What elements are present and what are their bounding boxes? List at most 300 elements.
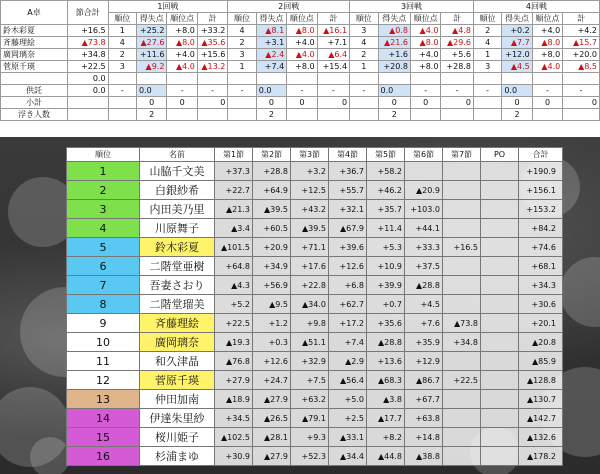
standings-header-2: 名前	[140, 148, 215, 162]
grand-total: ▲128.8	[519, 371, 563, 390]
section-score-5: +0.7	[367, 295, 405, 314]
grand-total: +68.1	[519, 257, 563, 276]
kyotaku-total: 0.0	[67, 85, 108, 97]
player-name-cell: 吾妻さおり	[140, 276, 215, 295]
float-blank	[287, 109, 317, 121]
section-score-1: +30.9	[215, 447, 253, 466]
standings-row	[67, 447, 563, 466]
standings-table	[66, 147, 563, 466]
round-rank-points: +8.0	[167, 25, 197, 37]
section-score-1: +5.2	[215, 295, 253, 314]
round-score: +11.6	[136, 49, 166, 61]
kyotaku-score: 0.0	[378, 85, 410, 97]
section-score-4: +17.2	[329, 314, 367, 333]
float-blank	[228, 109, 256, 121]
subtotal-row	[1, 97, 600, 109]
section-score-2: +34.9	[253, 257, 291, 276]
round-sum: ▲16.1	[317, 25, 350, 37]
section-score-6: +14.8	[405, 428, 443, 447]
section-score-5: +13.6	[367, 352, 405, 371]
kyotaku-sum: -	[563, 85, 600, 97]
standings-row	[67, 371, 563, 390]
player-total: +34.8	[67, 49, 108, 61]
standings-header-5: 第3節	[291, 148, 329, 162]
section-score-4: ▲33.1	[329, 428, 367, 447]
player-total: +16.5	[67, 25, 108, 37]
section-score-6	[405, 162, 443, 181]
float-row	[1, 109, 600, 121]
section-score-3: +3.2	[291, 162, 329, 181]
results-board	[0, 137, 600, 474]
section-score-7: +34.8	[443, 333, 481, 352]
float-blank	[441, 109, 474, 121]
section-score-5: ▲17.7	[367, 409, 405, 428]
section-score-6: +35.9	[405, 333, 443, 352]
blank-cell	[1, 73, 68, 85]
section-score-6: +67.7	[405, 390, 443, 409]
round-rank-points: ▲8.0	[167, 37, 197, 49]
rank-cell: 16	[67, 447, 140, 466]
section-score-6: +33.3	[405, 238, 443, 257]
section-score-7: ▲73.8	[443, 314, 481, 333]
section-score-5: ▲44.8	[367, 447, 405, 466]
standings-row	[67, 181, 563, 200]
blank-cell	[563, 73, 600, 85]
section-score-4: +55.7	[329, 181, 367, 200]
blank-cell	[287, 73, 317, 85]
section-score-3: +9.3	[291, 428, 329, 447]
standings-row	[67, 352, 563, 371]
round-score: ▲0.8	[378, 25, 410, 37]
rank-cell: 10	[67, 333, 140, 352]
blank-cell	[441, 73, 474, 85]
round-sum: ▲4.8	[441, 25, 474, 37]
blank-total: 0.0	[67, 73, 108, 85]
section-score-6: ▲38.8	[405, 447, 443, 466]
section-score-5: ▲3.8	[367, 390, 405, 409]
subtotal-blank	[473, 97, 501, 109]
round-rank-points: +4.0	[287, 37, 317, 49]
kyotaku-points: -	[167, 85, 197, 97]
section-score-6: ▲28.8	[405, 276, 443, 295]
section-score-3: ▲79.1	[291, 409, 329, 428]
round-sum: +20.0	[563, 49, 600, 61]
subtotal-score: 0	[378, 97, 410, 109]
round-sum: +28.8	[441, 61, 474, 73]
sub-header: 順位	[473, 13, 501, 25]
po-score	[481, 181, 519, 200]
section-score-7: +16.5	[443, 238, 481, 257]
round-rank-points: +8.0	[532, 49, 562, 61]
round-rank: 1	[350, 61, 378, 73]
round-rank-points: ▲4.0	[410, 25, 440, 37]
section-score-2: ▲28.1	[253, 428, 291, 447]
round-score: ▲8.1	[256, 25, 286, 37]
subtotal-sum: 0	[317, 97, 350, 109]
section-score-3: +22.8	[291, 276, 329, 295]
float-count: 2	[502, 109, 532, 121]
sub-header: 順位点	[287, 13, 317, 25]
round-rank-points: ▲4.0	[167, 61, 197, 73]
float-blank	[197, 109, 227, 121]
section-score-5: +35.6	[367, 314, 405, 333]
section-score-6: +63.8	[405, 409, 443, 428]
standings-row	[67, 295, 563, 314]
grand-total: +153.2	[519, 200, 563, 219]
round-rank: 4	[108, 37, 136, 49]
float-blank	[317, 109, 350, 121]
round-sum: +33.2	[197, 25, 227, 37]
round-rank: 3	[473, 61, 501, 73]
round-rank: 3	[228, 49, 256, 61]
blank-cell	[502, 73, 532, 85]
player-row	[1, 49, 600, 61]
section-score-4: +6.8	[329, 276, 367, 295]
subtotal-score: 0	[502, 97, 532, 109]
sub-header: 順位点	[532, 13, 562, 25]
blank-cell	[136, 73, 166, 85]
round-header-3: 3回戦	[350, 1, 474, 13]
float-count: 2	[256, 109, 286, 121]
section-score-2: ▲9.5	[253, 295, 291, 314]
grand-total: ▲130.7	[519, 390, 563, 409]
rank-cell: 3	[67, 200, 140, 219]
section-score-1: ▲19.3	[215, 333, 253, 352]
section-score-7	[443, 409, 481, 428]
round-rank: 1	[108, 25, 136, 37]
rank-cell: 12	[67, 371, 140, 390]
float-blank	[563, 109, 600, 121]
player-name: 斉藤理絵	[1, 37, 68, 49]
subtotal-total	[67, 97, 108, 109]
round-sum: +5.6	[441, 49, 474, 61]
rank-cell: 4	[67, 219, 140, 238]
rank-cell: 6	[67, 257, 140, 276]
float-total	[67, 109, 108, 121]
section-score-4: +12.6	[329, 257, 367, 276]
section-score-6: +37.5	[405, 257, 443, 276]
standings-header-11: 合計	[519, 148, 563, 162]
section-score-4: +2.5	[329, 409, 367, 428]
section-score-1: +37.3	[215, 162, 253, 181]
round-header-4: 4回戦	[473, 1, 599, 13]
standings-row	[67, 276, 563, 295]
section-score-4: +7.4	[329, 333, 367, 352]
standings-row	[67, 409, 563, 428]
section-score-5: +11.4	[367, 219, 405, 238]
po-score	[481, 333, 519, 352]
rank-cell: 11	[67, 352, 140, 371]
subtotal-label: 小計	[1, 97, 68, 109]
section-score-1: ▲4.3	[215, 276, 253, 295]
subtotal-points: 0	[410, 97, 440, 109]
section-score-7	[443, 162, 481, 181]
standings-header-3: 第1節	[215, 148, 253, 162]
section-score-7	[443, 276, 481, 295]
sub-header: 得失点	[378, 13, 410, 25]
player-total: ▲73.8	[67, 37, 108, 49]
section-score-1: +64.8	[215, 257, 253, 276]
blank-cell	[197, 73, 227, 85]
section-score-3: +43.2	[291, 200, 329, 219]
grand-total: ▲142.7	[519, 409, 563, 428]
subtotal-score: 0	[136, 97, 166, 109]
player-name-cell: 内田美乃里	[140, 200, 215, 219]
background-blossom	[560, 257, 600, 327]
blank-cell	[410, 73, 440, 85]
grand-total: +74.6	[519, 238, 563, 257]
kyotaku-sum: -	[317, 85, 350, 97]
round-rank: 4	[473, 37, 501, 49]
sub-header: 得失点	[502, 13, 532, 25]
standings-row	[67, 257, 563, 276]
standings-header-10: PO	[481, 148, 519, 162]
section-score-4: +5.0	[329, 390, 367, 409]
kyotaku-points: -	[287, 85, 317, 97]
section-score-2: ▲27.9	[253, 390, 291, 409]
round-sum: +15.6	[197, 49, 227, 61]
round-score: +7.4	[256, 61, 286, 73]
grand-total: +190.9	[519, 162, 563, 181]
section-score-2: +64.9	[253, 181, 291, 200]
subtotal-blank	[350, 97, 378, 109]
player-name-cell: 和久津晶	[140, 352, 215, 371]
section-score-5: +35.7	[367, 200, 405, 219]
grand-total: +156.1	[519, 181, 563, 200]
round-score: ▲21.6	[378, 37, 410, 49]
sub-header: 得失点	[256, 13, 286, 25]
subtotal-sum: 0	[563, 97, 600, 109]
round-sum: ▲6.4	[317, 49, 350, 61]
grand-total: ▲132.6	[519, 428, 563, 447]
section-score-1: ▲18.9	[215, 390, 253, 409]
round-rank-points: ▲8.0	[287, 25, 317, 37]
float-blank	[350, 109, 378, 121]
section-score-3: +12.5	[291, 181, 329, 200]
round-rank-points: ▲8.0	[532, 37, 562, 49]
subtotal-score: 0	[256, 97, 286, 109]
standings-header-6: 第4節	[329, 148, 367, 162]
player-row	[1, 37, 600, 49]
player-name-cell: 白銀紗希	[140, 181, 215, 200]
section-score-5: +8.2	[367, 428, 405, 447]
subtotal-points: 0	[532, 97, 562, 109]
sub-header: 計	[441, 13, 474, 25]
blank-cell	[228, 73, 256, 85]
player-name-cell: 斉藤理絵	[140, 314, 215, 333]
rank-cell: 2	[67, 181, 140, 200]
section-score-7	[443, 257, 481, 276]
round-rank-points: +4.0	[532, 25, 562, 37]
grand-total: ▲20.8	[519, 333, 563, 352]
round-score: +0.2	[502, 25, 532, 37]
round-rank: 2	[108, 49, 136, 61]
section-score-2: ▲27.9	[253, 447, 291, 466]
float-label: 浮き人数	[1, 109, 68, 121]
standings-header-9: 第7節	[443, 148, 481, 162]
section-score-2: +0.3	[253, 333, 291, 352]
section-score-7	[443, 219, 481, 238]
round-score: +1.6	[378, 49, 410, 61]
section-score-1: +22.7	[215, 181, 253, 200]
section-score-6: +7.6	[405, 314, 443, 333]
standings-header-1: 順位	[67, 148, 140, 162]
round-score: +25.2	[136, 25, 166, 37]
kyotaku-rank: -	[350, 85, 378, 97]
sub-header: 順位	[228, 13, 256, 25]
round-rank: 3	[350, 25, 378, 37]
round-sum: ▲8.5	[563, 61, 600, 73]
kyotaku-rank: -	[228, 85, 256, 97]
player-name-cell: 伊達朱里紗	[140, 409, 215, 428]
section-score-1: +34.5	[215, 409, 253, 428]
po-score	[481, 257, 519, 276]
section-score-1: +27.9	[215, 371, 253, 390]
player-name: 菅原千瑛	[1, 61, 68, 73]
round-sum: ▲35.6	[197, 37, 227, 49]
kyotaku-score: 0.0	[256, 85, 286, 97]
subtotal-points: 0	[167, 97, 197, 109]
section-score-2: +24.7	[253, 371, 291, 390]
float-blank	[167, 109, 197, 121]
round-score: +20.8	[378, 61, 410, 73]
section-score-4: ▲34.4	[329, 447, 367, 466]
round-rank-points: ▲4.0	[287, 49, 317, 61]
rank-cell: 14	[67, 409, 140, 428]
player-name-cell: 鈴木彩夏	[140, 238, 215, 257]
section-score-7	[443, 390, 481, 409]
po-score	[481, 238, 519, 257]
player-name-cell: 桜川姫子	[140, 428, 215, 447]
grand-total: ▲178.2	[519, 447, 563, 466]
player-row	[1, 25, 600, 37]
section-score-4: ▲67.9	[329, 219, 367, 238]
po-score	[481, 371, 519, 390]
round-rank: 1	[228, 61, 256, 73]
section-score-3: ▲34.0	[291, 295, 329, 314]
round-rank-points: ▲4.0	[532, 61, 562, 73]
float-blank	[410, 109, 440, 121]
blank-cell	[378, 73, 410, 85]
section-score-1: ▲102.5	[215, 428, 253, 447]
section-score-6: +44.1	[405, 219, 443, 238]
round-rank: 4	[350, 37, 378, 49]
section-score-3: ▲51.1	[291, 333, 329, 352]
section-score-7	[443, 352, 481, 371]
sub-header: 順位点	[167, 13, 197, 25]
sub-header: 計	[197, 13, 227, 25]
grand-total: +34.3	[519, 276, 563, 295]
po-score	[481, 276, 519, 295]
section-score-2: +60.5	[253, 219, 291, 238]
kyotaku-rank: -	[108, 85, 136, 97]
po-score	[481, 314, 519, 333]
round-rank-points: +4.0	[167, 49, 197, 61]
section-score-3: +17.6	[291, 257, 329, 276]
po-score	[481, 295, 519, 314]
section-score-5: ▲28.8	[367, 333, 405, 352]
section-score-2: +1.2	[253, 314, 291, 333]
section-score-5: +46.2	[367, 181, 405, 200]
section-score-5: +39.9	[367, 276, 405, 295]
subtotal-blank	[108, 97, 136, 109]
kyotaku-row	[1, 85, 600, 97]
grand-total: ▲85.9	[519, 352, 563, 371]
standings-row	[67, 428, 563, 447]
section-score-7	[443, 447, 481, 466]
section-score-2: +56.9	[253, 276, 291, 295]
section-score-3: +9.8	[291, 314, 329, 333]
section-score-6: +103.0	[405, 200, 443, 219]
section-score-6: ▲20.9	[405, 181, 443, 200]
section-score-4: +36.7	[329, 162, 367, 181]
blank-row	[1, 73, 600, 85]
standings-header-row	[67, 148, 563, 162]
section-score-2: +20.9	[253, 238, 291, 257]
player-name: 鈴木彩夏	[1, 25, 68, 37]
po-score	[481, 219, 519, 238]
section-score-1: ▲21.3	[215, 200, 253, 219]
sub-header: 計	[563, 13, 600, 25]
round-score: ▲9.2	[136, 61, 166, 73]
sub-header: 順位	[108, 13, 136, 25]
rank-cell: 1	[67, 162, 140, 181]
float-count: 2	[378, 109, 410, 121]
standings-row	[67, 238, 563, 257]
standings-row	[67, 390, 563, 409]
round-sum: +4.2	[563, 25, 600, 37]
blank-cell	[108, 73, 136, 85]
round-score: ▲27.6	[136, 37, 166, 49]
round-sum: ▲13.2	[197, 61, 227, 73]
round-rank: 1	[473, 49, 501, 61]
standings-row	[67, 162, 563, 181]
po-score	[481, 390, 519, 409]
section-score-3: +71.1	[291, 238, 329, 257]
subtotal-sum: 0	[197, 97, 227, 109]
standings-header-8: 第6節	[405, 148, 443, 162]
standings-header-7: 第5節	[367, 148, 405, 162]
kyotaku-sum: -	[441, 85, 474, 97]
section-score-1: ▲101.5	[215, 238, 253, 257]
round-rank: 3	[108, 61, 136, 73]
round-sum: +15.4	[317, 61, 350, 73]
round-rank-points: +8.0	[410, 61, 440, 73]
standings-row	[67, 200, 563, 219]
section-score-7: +22.5	[443, 371, 481, 390]
kyotaku-rank: -	[473, 85, 501, 97]
round-rank: 2	[473, 25, 501, 37]
round-rank-points: +8.0	[287, 61, 317, 73]
grand-total: +20.1	[519, 314, 563, 333]
round-rank: 2	[228, 37, 256, 49]
grand-total: +84.2	[519, 219, 563, 238]
player-name-cell: 杉浦まゆ	[140, 447, 215, 466]
section-score-7	[443, 181, 481, 200]
player-name-cell: 二階堂亜樹	[140, 257, 215, 276]
float-blank	[532, 109, 562, 121]
player-name-cell: 廣岡璃奈	[140, 333, 215, 352]
kyotaku-score: 0.0	[502, 85, 532, 97]
section-score-2: +28.8	[253, 162, 291, 181]
section-score-4: ▲56.4	[329, 371, 367, 390]
po-score	[481, 352, 519, 371]
float-blank	[108, 109, 136, 121]
player-row	[1, 61, 600, 73]
section-score-4: +32.1	[329, 200, 367, 219]
player-total: +22.5	[67, 61, 108, 73]
sub-header: 計	[317, 13, 350, 25]
